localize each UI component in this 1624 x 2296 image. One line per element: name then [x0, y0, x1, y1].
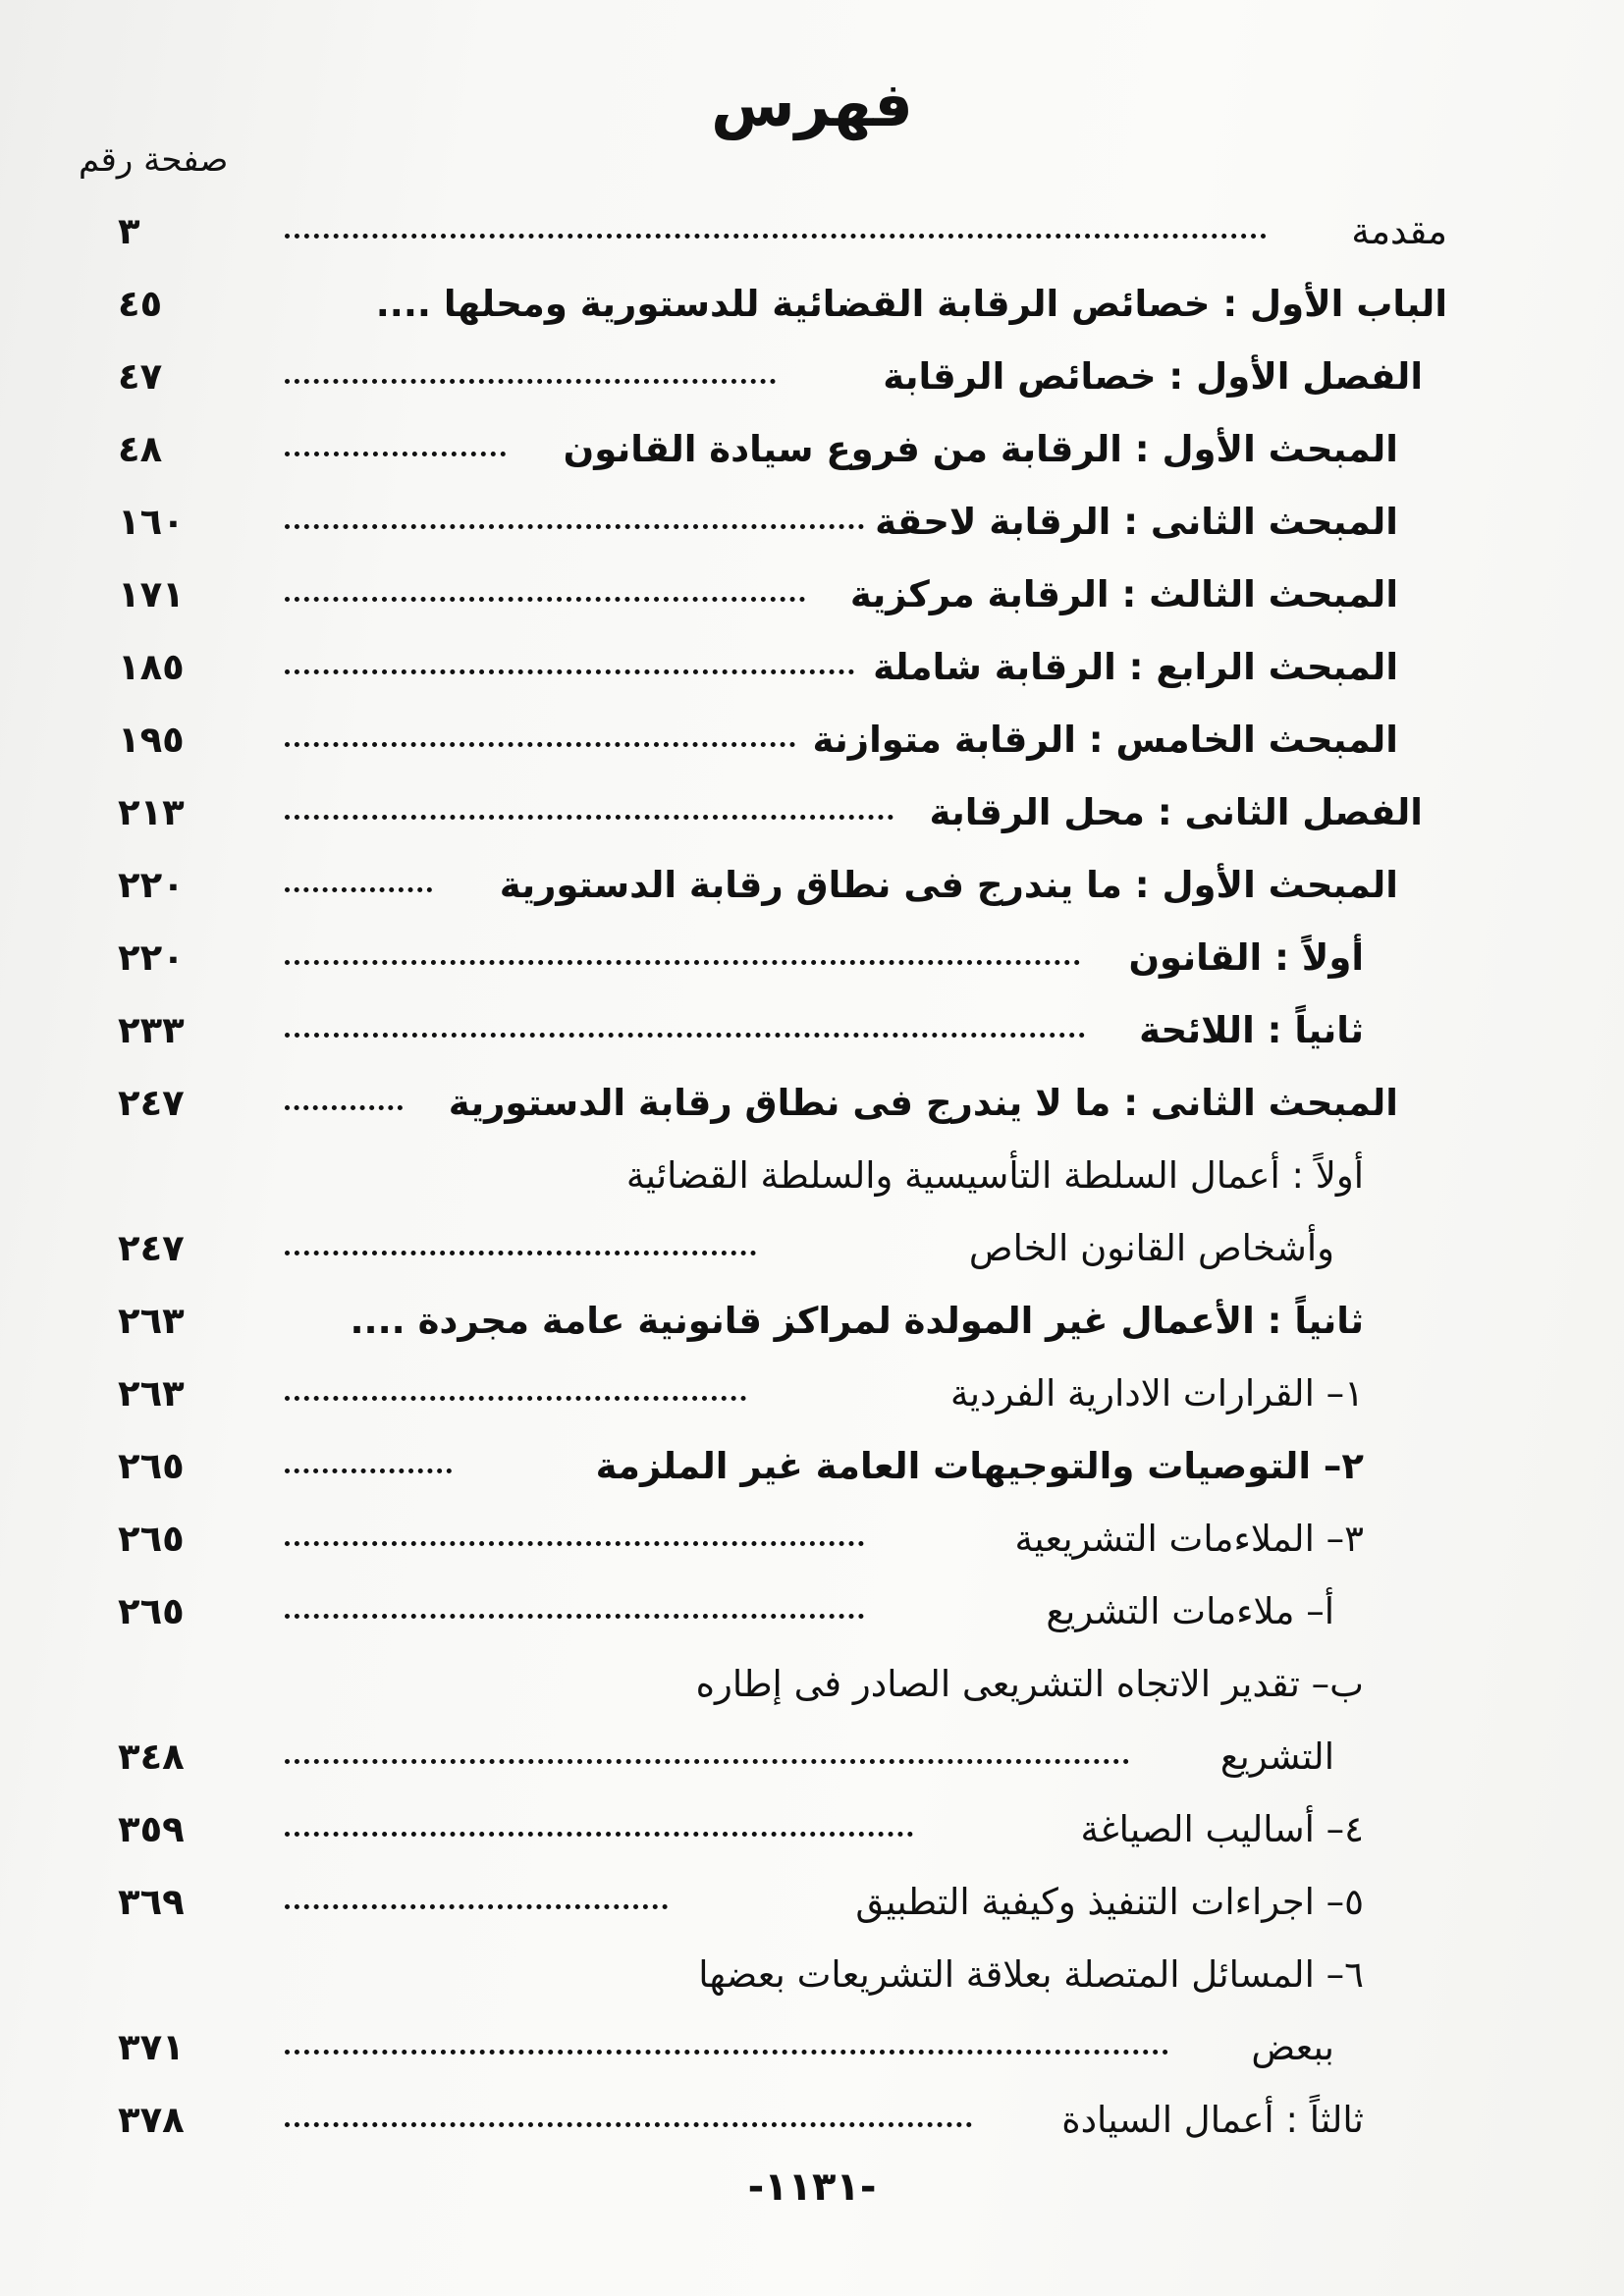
dot-leader [285, 597, 805, 602]
toc-row [0, 1141, 1624, 1211]
toc-page-number: ٢٣٣ [118, 1009, 185, 1051]
dot-leader [285, 234, 1267, 239]
toc-row [0, 1576, 1624, 1647]
toc-row [0, 414, 1624, 485]
toc-entry-text: أولاً : أعمال السلطة التأسيسية والسلطة القضائية [625, 1154, 1364, 1197]
page-number-column-header: صفحة رقم [79, 140, 229, 180]
toc-page-number: ٣٥٩ [118, 1808, 185, 1850]
dot-leader [285, 2122, 972, 2127]
toc-row [0, 632, 1624, 703]
toc-page-number: ١٦٠ [118, 501, 185, 543]
toc-page-number: ٣٤٨ [118, 1735, 185, 1778]
toc-entry-text: المبحث الأول : الرقابة من فروع سيادة القانون [563, 428, 1398, 470]
toc-page-number: ٤٥ [118, 283, 163, 325]
toc-row [0, 2012, 1624, 2083]
toc-entry-text: ثانياً : الأعمال غير المولدة لمراكز قانونية عامة مجردة .... [350, 1300, 1364, 1342]
toc-page-number: ٢٢٠ [118, 936, 185, 979]
toc-row [0, 850, 1624, 921]
toc-row [0, 1722, 1624, 1792]
dot-leader [285, 1251, 756, 1255]
toc-row [0, 1213, 1624, 1284]
toc-row [0, 1867, 1624, 1938]
toc-row [0, 196, 1624, 267]
toc-page-number: ٣٧٨ [118, 2099, 185, 2141]
dot-leader [285, 379, 776, 384]
toc-page-number: ٢٦٥ [118, 1518, 185, 1560]
dot-leader [285, 960, 1080, 965]
toc-entry-text: أولاً : القانون [1128, 936, 1364, 979]
dot-leader [285, 742, 795, 747]
toc-page-number: ٣ [118, 210, 140, 252]
toc-row [0, 560, 1624, 630]
toc-row [0, 1794, 1624, 1865]
toc-entry-text: المبحث الثانى : الرقابة لاحقة [875, 501, 1398, 543]
toc-row [0, 1286, 1624, 1357]
toc-entry-text: ٦– المسائل المتصلة بعلاقة التشريعات بعضها [698, 1953, 1364, 1996]
toc-row [0, 1940, 1624, 2010]
toc-entry-text: الباب الأول : خصائص الرقابة القضائية للدستورية ومحلها .... [375, 283, 1447, 325]
toc-page-number: ٣٦٩ [118, 1881, 185, 1923]
toc-row [0, 1068, 1624, 1139]
toc-row [0, 705, 1624, 775]
toc-entry-text: ٤– أساليب الصياغة [1080, 1808, 1364, 1850]
dot-leader [285, 1033, 1085, 1038]
toc-row [0, 487, 1624, 558]
toc-page-number: ٢٦٣ [118, 1372, 185, 1415]
dot-leader [285, 1614, 864, 1619]
toc-page-number: ٢١٣ [118, 791, 185, 833]
toc-entry-text: المبحث الأول : ما يندرج فى نطاق رقابة الدستورية [499, 864, 1398, 906]
toc-entry-text: المبحث الرابع : الرقابة شاملة [873, 646, 1398, 688]
toc-entry-text: المبحث الثالث : الرقابة مركزية [849, 573, 1398, 615]
toc-page-number: ٤٨ [118, 428, 163, 470]
toc-entry-text: ب– تقدير الاتجاه التشريعى الصادر فى إطاره [695, 1663, 1364, 1705]
toc-entry-text: المبحث الثانى : ما لا يندرج فى نطاق رقابة الدستورية [448, 1082, 1398, 1124]
dot-leader [285, 2050, 1168, 2055]
toc-entry-text: الفصل الثانى : محل الرقابة [929, 791, 1423, 833]
toc-row [0, 2085, 1624, 2156]
toc-page-number: ٢٢٠ [118, 864, 185, 906]
toc-entry-text: ثالثاً : أعمال السيادة [1061, 2099, 1364, 2141]
toc-page-number: ١٩٥ [118, 719, 185, 761]
toc-page-number: ٢٤٧ [118, 1082, 185, 1124]
dot-leader [285, 1105, 403, 1110]
dot-leader [285, 1541, 864, 1546]
page-title: فهرس [711, 69, 913, 140]
toc-row [0, 1359, 1624, 1429]
toc-entry-text: وأشخاص القانون الخاص [968, 1227, 1334, 1269]
dot-leader [285, 452, 506, 456]
toc-entry-text: الفصل الأول : خصائص الرقابة [883, 355, 1423, 398]
toc-page-number: ٢٦٥ [118, 1590, 185, 1632]
toc-page-number: ٢٦٥ [118, 1445, 185, 1487]
toc-row [0, 1504, 1624, 1575]
toc-entry-text: المبحث الخامس : الرقابة متوازنة [812, 719, 1398, 761]
dot-leader [285, 815, 893, 820]
toc-row [0, 1649, 1624, 1720]
toc-entry-text: ٣– الملاءمات التشريعية [1014, 1518, 1364, 1560]
toc-entry-text: مقدمة [1351, 210, 1447, 252]
toc-page-number: ٢٦٣ [118, 1300, 185, 1342]
toc-row [0, 342, 1624, 412]
toc-entry-text: التشريع [1219, 1735, 1334, 1778]
toc-entry-text: ثانياً : اللائحة [1139, 1009, 1364, 1051]
dot-leader [285, 1904, 668, 1909]
toc-entry-text: ٢– التوصيات والتوجيهات العامة غير الملزمة [595, 1445, 1364, 1487]
toc-page-number: ١٨٥ [118, 646, 185, 688]
dot-leader [285, 1759, 1129, 1764]
toc-entry-text: ببعض [1251, 2026, 1334, 2068]
dot-leader [285, 1468, 452, 1473]
toc-page-number: ١٧١ [118, 573, 185, 615]
toc-row [0, 269, 1624, 340]
dot-leader [285, 1396, 746, 1401]
toc-entry-text: ٥– اجراءات التنفيذ وكيفية التطبيق [855, 1881, 1364, 1923]
toc-page-number: ٢٤٧ [118, 1227, 185, 1269]
toc-entry-text: أ– ملاءمات التشريع [1046, 1590, 1334, 1632]
dot-leader [285, 887, 432, 892]
toc-row [0, 923, 1624, 993]
page-footer-number: -١١٣١- [747, 2164, 877, 2210]
dot-leader [285, 1832, 913, 1837]
toc-page-number: ٤٧ [118, 355, 163, 398]
toc-row [0, 777, 1624, 848]
toc-entry-text: ١– القرارات الادارية الفردية [949, 1372, 1364, 1415]
toc-page-number: ٣٧١ [118, 2026, 185, 2068]
toc-row [0, 1431, 1624, 1502]
dot-leader [285, 669, 854, 674]
dot-leader [285, 524, 864, 529]
toc-row [0, 995, 1624, 1066]
